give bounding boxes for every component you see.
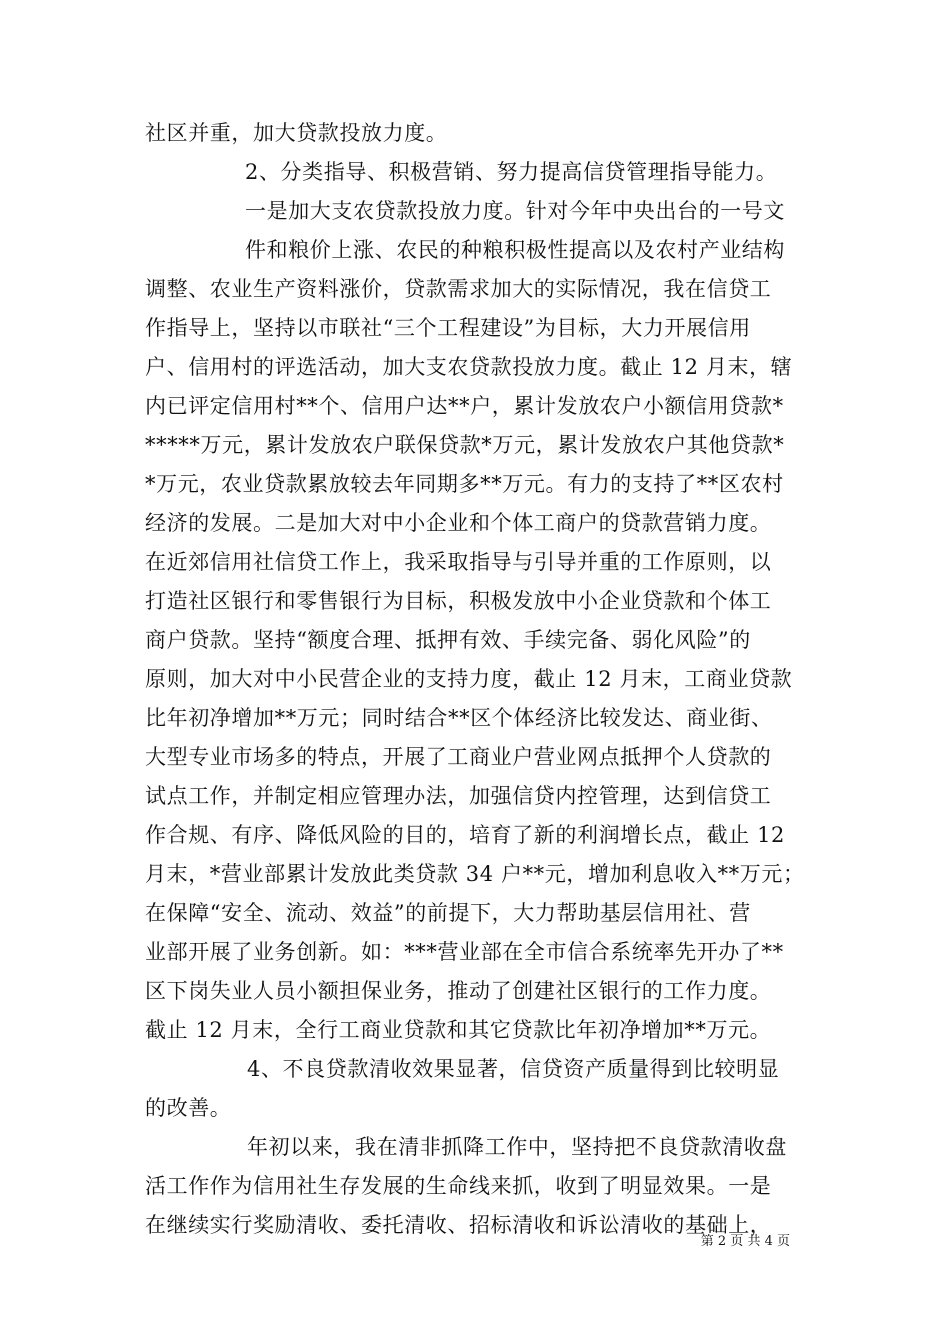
text-line: 月末，*营业部累计发放此类贷款 34 户**元，增加利息收入**万元； <box>145 862 805 886</box>
text-line: 原则，加大对中小民营企业的支持力度，截止 12 月末，工商业贷款 <box>145 667 793 691</box>
text-line: 作合规、有序、降低风险的目的，培育了新的利润增长点，截止 12 <box>145 823 785 847</box>
text-line: 作指导上，坚持以市联社“三个工程建设”为目标，大力开展信用 <box>145 316 751 340</box>
text-line: 在近郊信用社信贷工作上，我采取指导与引导并重的工作原则，以 <box>145 550 772 574</box>
text-line: 经济的发展。二是加大对中小企业和个体工商户的贷款营销力度。 <box>145 511 772 535</box>
text-line: 件和粮价上涨、农民的种粮积极性提高以及农村产业结构 <box>245 238 785 262</box>
text-line: 在保障“安全、流动、效益”的前提下，大力帮助基层信用社、营 <box>145 901 751 925</box>
text-line: *****万元，累计发放农户联保贷款*万元，累计发放农户其他贷款* <box>145 433 785 457</box>
text-line: 试点工作，并制定相应管理办法，加强信贷内控管理，达到信贷工 <box>145 784 772 808</box>
text-line: 大型专业市场多的特点，开展了工商业户营业网点抵押个人贷款的 <box>145 745 772 769</box>
text-line: 商户贷款。坚持“额度合理、抵押有效、手续完备、弱化风险”的 <box>145 628 751 652</box>
text-line: 比年初净增加**万元；同时结合**区个体经济比较发达、商业街、 <box>145 706 773 730</box>
text-line: 区下岗失业人员小额担保业务，推动了创建社区银行的工作力度。 <box>145 979 772 1003</box>
text-line: 调整、农业生产资料涨价，贷款需求加大的实际情况，我在信贷工 <box>145 277 772 301</box>
text-line: 户、信用村的评选活动，加大支农贷款投放力度。截止 12 月末，辖 <box>145 355 793 379</box>
text-line: 截止 12 月末，全行工商业贷款和其它贷款比年初净增加**万元。 <box>145 1018 772 1042</box>
text-line: 的改善。 <box>145 1096 232 1120</box>
text-line: 年初以来，我在清非抓降工作中，坚持把不良贷款清收盘 <box>247 1135 787 1159</box>
text-line: 活工作作为信用社生存发展的生命线来抓，收到了明显效果。一是 <box>145 1174 772 1198</box>
section-heading: 4、不良贷款清收效果显著，信贷资产质量得到比较明显 <box>247 1057 780 1081</box>
text-line: 一是加大支农贷款投放力度。针对今年中央出台的一号文 <box>245 199 785 223</box>
page-number: 第 2 页 共 4 页 <box>700 1234 790 1249</box>
text-line: 在继续实行奖励清收、委托清收、招标清收和诉讼清收的基础上， <box>145 1213 772 1237</box>
text-line: 内已评定信用村**个、信用户达**户，累计发放农户小额信用贷款* <box>145 394 784 418</box>
text-line: 打造社区银行和零售银行为目标，积极发放中小企业贷款和个体工 <box>145 589 772 613</box>
text-line: 社区并重，加大贷款投放力度。 <box>145 121 448 145</box>
section-heading: 2、分类指导、积极营销、努力提高信贷管理指导能力。 <box>245 160 778 184</box>
text-line: *万元，农业贷款累放较去年同期多**万元。有力的支持了**区农村 <box>145 472 784 496</box>
text-line: 业部开展了业务创新。如：***营业部在全市信合系统率先开办了** <box>145 940 784 964</box>
